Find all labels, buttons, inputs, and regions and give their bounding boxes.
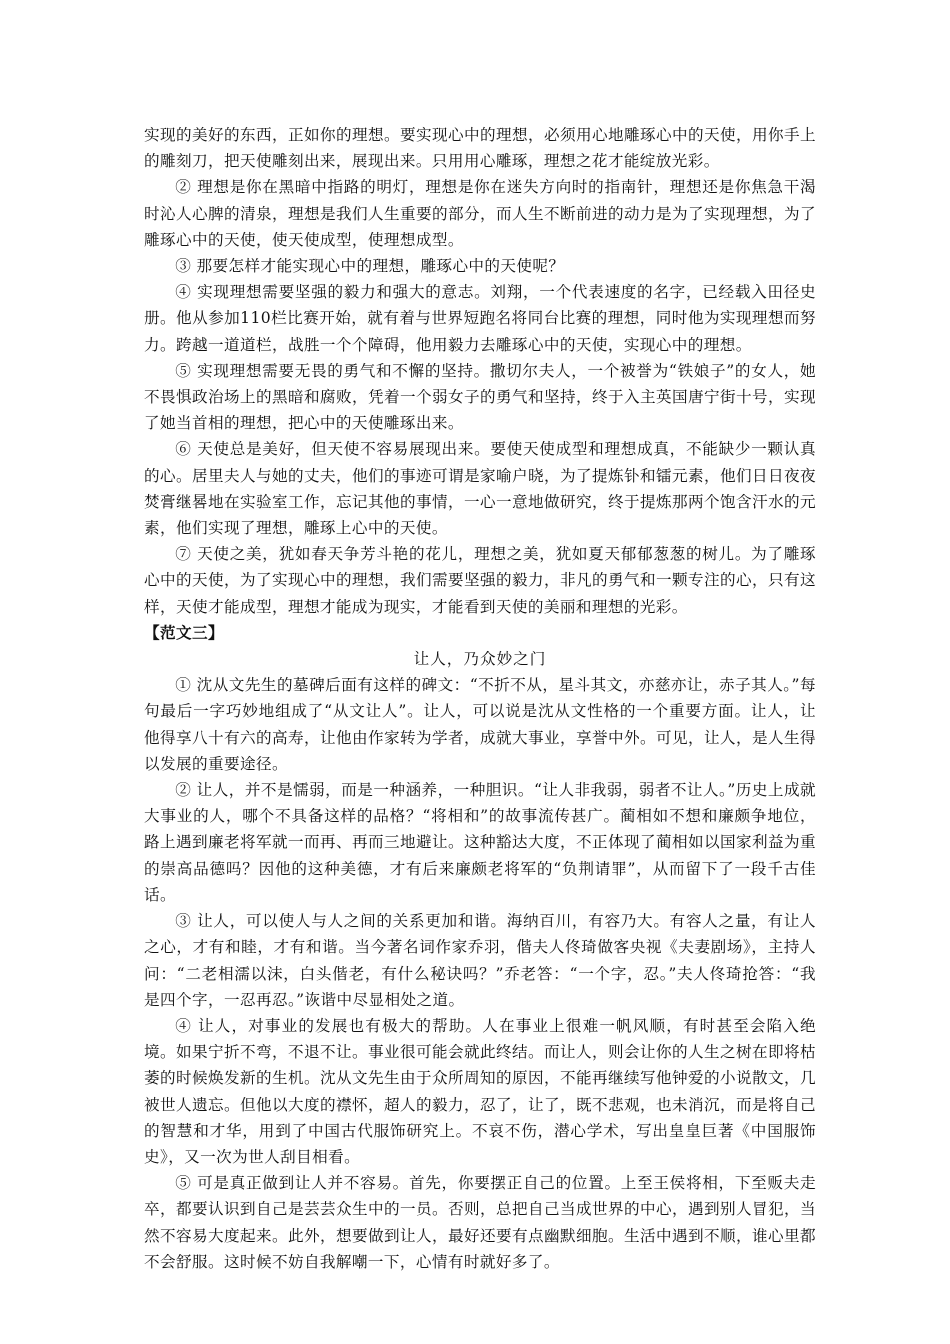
document-page bbox=[144, 122, 816, 1275]
essay3-title: 让人，乃众妙之门 bbox=[413, 650, 547, 669]
essay3-heading: 【范文三】 bbox=[144, 623, 224, 642]
essay2-paragraph-6: ⑥ 天使总是美好，但天使不容易展现出来。要使天使成型和理想成真，不能缺少一颗认真的心。居里夫人与她的丈夫，他们的事迹可谓是家喻户晓，为了提炼钋和镭元素，他们日日夜夜焚膏继晷地在实验室工作，忘记其他的事情，一心一意地做研究，终于提炼那两个饱含汗水的元素，他们实现了理想，雕琢上心中的天使。 bbox=[144, 440, 816, 538]
essay3-paragraph-3: ③ 让人，可以使人与人之间的关系更加和谐。海纳百川，有容乃大。有容人之量，有让人之心，才有和睦，才有和谐。当今著名词作家乔羽，偕夫人佟琦做客央视《夫妻剧场》，主持人问：“二老相濡以沫，白头偕老，有什么秘诀吗？”乔老答：“一个字，忍。”夫人佟琦抢答：“我是四个字，一忍再忍。”诙谐中尽显相处之道。 bbox=[144, 912, 816, 1009]
essay2-paragraph-5: ⑤ 实现理想需要无畏的勇气和不懈的坚持。撒切尔夫人，一个被誉为“铁娘子”的女人，她不畏惧政治场上的黑暗和腐败，凭着一个弱女子的勇气和坚持，终于入主英国唐宁街十号，实现了她当首相的理想，把心中的天使雕琢出来。 bbox=[144, 361, 816, 433]
essay2-paragraph-3: ③ 那要怎样才能实现心中的理想，雕琢心中的天使呢？ bbox=[175, 257, 565, 276]
essay3-paragraph-4: ④ 让人，对事业的发展也有极大的帮助。人在事业上很难一帆风顺，有时甚至会陷入绝境。如果宁折不弯，不退不让。事业很可能会就此终结。而让人，则会让你的人生之树在即将枯萎的时候焕发新的生机。沈从文先生由于众所周知的原因，不能再继续写他钟爱的小说散文，几被世人遗忘。但他以大度的襟怀，超人的毅力，忍了，让了，既不悲观，也未消沉，而是将自己的智慧和才华，用到了中国古代服饰研究上。不哀不伤，潜心学术，写出皇皇巨著《中国服饰史》，又一次为世人刮目相看。 bbox=[144, 1016, 816, 1166]
essay2-paragraph-4: ④ 实现理想需要坚强的毅力和强大的意志。刘翔，一个代表速度的名字，已经载入田径史册。他从参加110栏比赛开始，就有着与世界短跑名将同台比赛的理想，同时他为实现理想而努力。跨越一道道栏，战胜一个个障碍，他用毅力去雕琢心中的天使，实现心中的理想。 bbox=[144, 283, 816, 354]
essay3-paragraph-1: ① 沈从文先生的墓碑后面有这样的碑文：“不折不从，星斗其文，亦慈亦让，赤子其人。”每句最后一字巧妙地组成了“从文让人”。让人，可以说是沈从文性格的一个重要方面。让人，让他得享八十有六的高寿，让他由作家转为学者，成就大事业，享誉中外。可见，让人，是人生得以发展的重要途径。 bbox=[144, 676, 816, 773]
essay2-paragraph-7: ⑦ 天使之美，犹如春天争芳斗艳的花儿，理想之美，犹如夏天郁郁葱葱的树儿。为了雕琢心中的天使，为了实现心中的理想，我们需要坚强的毅力，非凡的勇气和一颗专注的心，只有这样，天使才能成型，理想才能成为现实，才能看到天使的美丽和理想的光彩。 bbox=[144, 545, 816, 616]
essay3-paragraph-2: ② 让人，并不是懦弱，而是一种涵养，一种胆识。“让人非我弱，弱者不让人。”历史上成就大事业的人，哪个不具备这样的品格？“将相和”的故事流传甚广。蔺相如不想和廉颇争地位，路上遇到廉老将军就一而再、再而三地避让。这种豁达大度，不正体现了蔺相如以国家利益为重的崇高品德吗？因他的这种美德，才有后来廉颇老将军的“负荆请罪”，从而留下了一段千古佳话。 bbox=[144, 781, 816, 904]
essay3-paragraph-5: ⑤ 可是真正做到让人并不容易。首先，你要摆正自己的位置。上至王侯将相，下至贩夫走卒，都要认识到自己是芸芸众生中的一员。否则，总把自己当成世界的中心，遇到别人冒犯，当然不容易大度起来。此外，想要做到让人，最好还要有点幽默细胞。生活中遇到不顺，谁心里都不会舒服。这时候不妨自我解嘲一下，心情有时就好多了。 bbox=[144, 1174, 816, 1271]
essay2-continuation: 实现的美好的东西，正如你的理想。要实现心中的理想，必须用心地雕琢心中的天使，用你手上的雕刻刀，把天使雕刻出来，展现出来。只用用心雕琢，理想之花才能绽放光彩。 bbox=[144, 126, 816, 171]
essay2-paragraph-2: ② 理想是你在黑暗中指路的明灯，理想是你在迷失方向时的指南针，理想还是你焦急干渴时沁人心脾的清泉，理想是我们人生重要的部分，而人生不断前进的动力是为了实现理想，为了雕琢心中的天使，使天使成型，使理想成型。 bbox=[144, 178, 816, 249]
